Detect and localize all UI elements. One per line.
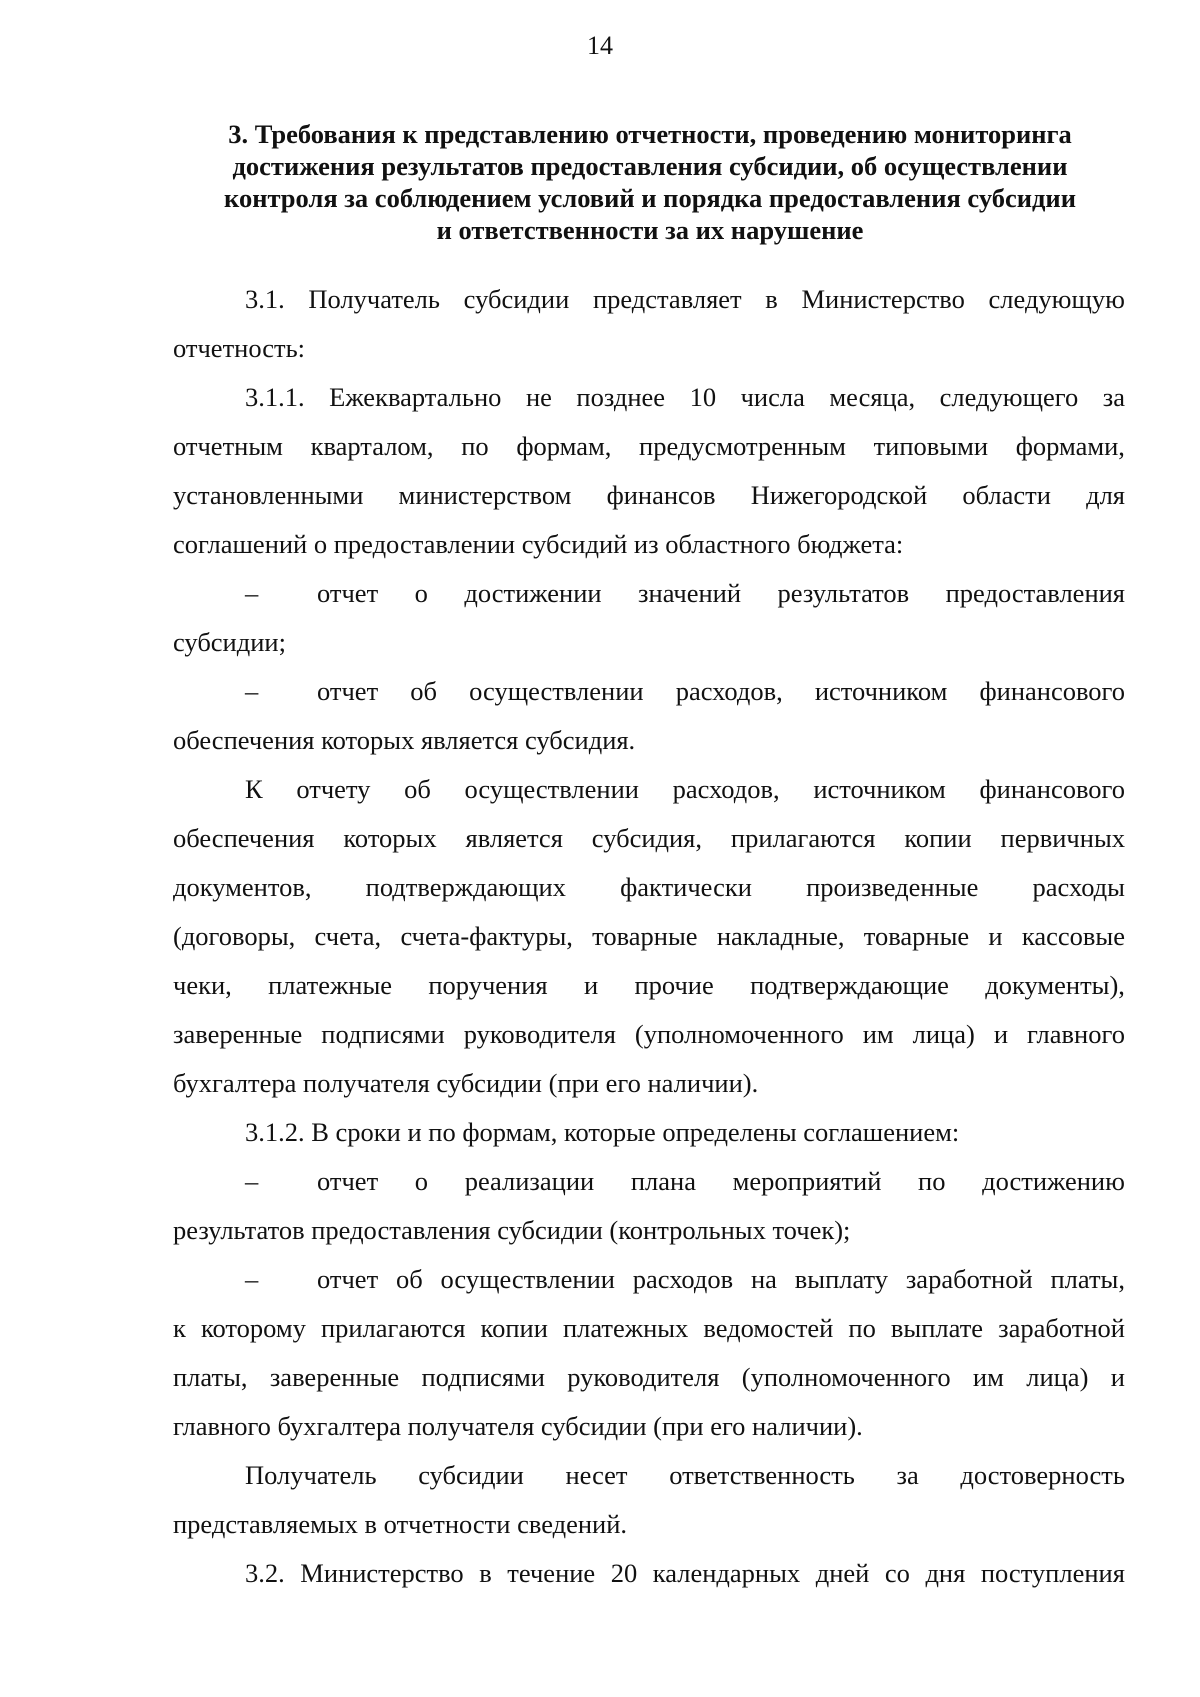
dash-marker: – xyxy=(245,1264,259,1294)
text-line xyxy=(173,961,1125,1010)
text-line: представляемых в отчетности сведений. xyxy=(173,1509,628,1539)
dash-marker: – xyxy=(245,578,259,608)
word: источником xyxy=(814,676,948,706)
word: отчет xyxy=(317,578,379,608)
paragraph-3-1-1 xyxy=(173,373,1125,569)
word: реализации xyxy=(464,1166,595,1196)
word: товарные xyxy=(592,921,698,951)
word: заработной xyxy=(905,1264,1033,1294)
section-heading xyxy=(160,118,1140,246)
word: копии xyxy=(480,1313,548,1343)
text-line xyxy=(173,1255,1125,1304)
word: отчетным xyxy=(173,431,283,461)
word: К xyxy=(245,774,263,804)
text-line xyxy=(173,1549,1125,1598)
text-line: субсидии; xyxy=(173,627,286,657)
word: копии xyxy=(904,823,972,853)
word: по xyxy=(848,1313,876,1343)
word: подтверждающих xyxy=(365,872,566,902)
text-line-words xyxy=(317,1255,1125,1304)
word: которому xyxy=(200,1313,306,1343)
word: в xyxy=(479,1558,492,1588)
word: Ежеквартально xyxy=(329,382,502,412)
text-line xyxy=(173,422,1125,471)
word: установленными xyxy=(173,480,364,510)
word: лица) xyxy=(912,1019,975,1049)
text-line xyxy=(173,275,1125,324)
word: отчет xyxy=(317,1264,379,1294)
page-number: 14 xyxy=(587,31,613,60)
word: является xyxy=(465,823,563,853)
word: платежных xyxy=(562,1313,689,1343)
word: следующую xyxy=(988,284,1125,314)
word: обеспечения xyxy=(173,823,315,853)
word: подписями xyxy=(421,1362,545,1392)
word: следующего xyxy=(939,382,1079,412)
text-line-words xyxy=(317,667,1125,716)
text-line: отчетность: xyxy=(173,333,306,363)
word: мероприятий xyxy=(732,1166,882,1196)
word: 3.2. xyxy=(245,1558,285,1588)
document-body xyxy=(173,275,1125,1598)
text-line xyxy=(173,667,1125,716)
word: об xyxy=(410,676,438,706)
word: календарных xyxy=(652,1558,801,1588)
word: которых xyxy=(343,823,437,853)
word: месяца, xyxy=(829,382,916,412)
word: значений xyxy=(638,578,742,608)
word: за xyxy=(896,1460,919,1490)
heading-line: достижения результатов предоставления субсидии, об осуществлении xyxy=(232,151,1068,181)
paragraph-3-1-2 xyxy=(173,1108,1125,1157)
word: субсидии xyxy=(418,1460,524,1490)
word: финансового xyxy=(979,676,1125,706)
text-line-words xyxy=(317,1157,1125,1206)
word: в xyxy=(765,284,778,314)
word: 20 xyxy=(610,1558,638,1588)
word: отчет xyxy=(317,1166,379,1196)
word: платы, xyxy=(1050,1264,1125,1294)
word: числа xyxy=(740,382,805,412)
word: Министерство xyxy=(801,284,965,314)
text-line: соглашений о предоставлении субсидий из областного бюджета: xyxy=(173,529,904,559)
word: субсидии xyxy=(463,284,570,314)
text-line: 3.1.2. В сроки и по формам, которые определены соглашением: xyxy=(245,1117,960,1147)
word: отчет xyxy=(317,676,379,706)
word: к xyxy=(173,1313,186,1343)
paragraph-3-2 xyxy=(173,1549,1125,1598)
text-line xyxy=(173,373,1125,422)
word: заверенные xyxy=(269,1362,400,1392)
word: позднее xyxy=(576,382,666,412)
text-line: результатов предоставления субсидии (контрольных точек); xyxy=(173,1215,851,1245)
word: 10 xyxy=(689,382,717,412)
paragraph-3-1 xyxy=(173,275,1125,373)
word: ведомостей xyxy=(703,1313,834,1343)
word: на xyxy=(750,1264,777,1294)
word: счета-фактуры, xyxy=(400,921,573,951)
word: и xyxy=(988,921,1003,951)
word: и xyxy=(993,1019,1009,1049)
text-line: обеспечения которых является субсидия. xyxy=(173,725,636,755)
word: министерством xyxy=(398,480,572,510)
word: осуществлении xyxy=(464,774,639,804)
heading-line: контроля за соблюдением условий и порядка предоставления субсидии xyxy=(224,183,1076,213)
word: счета, xyxy=(314,921,382,951)
word: о xyxy=(414,578,428,608)
word: Получатель xyxy=(245,1460,377,1490)
word: об xyxy=(395,1264,423,1294)
word: чеки, xyxy=(173,970,232,1000)
word: накладные, xyxy=(716,921,845,951)
word: по xyxy=(918,1166,946,1196)
word: расходов xyxy=(632,1264,734,1294)
word: для xyxy=(1086,480,1125,510)
word: о xyxy=(414,1166,429,1196)
text-line xyxy=(173,1157,1125,1206)
word: им xyxy=(862,1019,894,1049)
word: подписями xyxy=(321,1019,445,1049)
word: предоставления xyxy=(945,578,1125,608)
word: расходов, xyxy=(675,676,783,706)
word: выплату xyxy=(794,1264,889,1294)
word: заверенные xyxy=(173,1019,303,1049)
word: выплате xyxy=(890,1313,984,1343)
word: по xyxy=(461,431,489,461)
list-item-dash xyxy=(173,569,1125,667)
word: поручения xyxy=(428,970,548,1000)
word: ответственность xyxy=(669,1460,855,1490)
word: поступления xyxy=(980,1558,1125,1588)
word: и xyxy=(583,970,599,1000)
word: дня xyxy=(925,1558,966,1588)
word: субсидия, xyxy=(591,823,702,853)
word: лица) xyxy=(1026,1362,1089,1392)
text-line xyxy=(173,912,1125,961)
word: Нижегородской xyxy=(750,480,928,510)
word: Получатель xyxy=(308,284,440,314)
paragraph-responsibility xyxy=(173,1451,1125,1549)
text-line xyxy=(173,863,1125,912)
list-item-dash xyxy=(173,1255,1125,1451)
word: прилагаются xyxy=(320,1313,466,1343)
word: (уполномоченного xyxy=(634,1019,844,1049)
word: 3.1.1. xyxy=(245,382,305,412)
word: типовыми xyxy=(873,431,989,461)
word: расходы xyxy=(1032,872,1125,902)
word: осуществлении xyxy=(469,676,644,706)
word: платы, xyxy=(173,1362,248,1392)
word: представляет xyxy=(592,284,742,314)
word: и xyxy=(1110,1362,1125,1392)
heading-line: 3. Требования к представлению отчетности, проведению мониторинга xyxy=(228,119,1072,149)
dash-marker: – xyxy=(245,1166,259,1196)
word: со xyxy=(884,1558,910,1588)
word: за xyxy=(1102,382,1125,412)
word: им xyxy=(972,1362,1004,1392)
word: области xyxy=(962,480,1051,510)
word: достоверность xyxy=(960,1460,1125,1490)
word: плана xyxy=(630,1166,696,1196)
text-line xyxy=(173,1451,1125,1500)
list-item-dash xyxy=(173,1157,1125,1255)
list-item-dash xyxy=(173,667,1125,765)
word: первичных xyxy=(1000,823,1125,853)
word: осуществлении xyxy=(440,1264,615,1294)
word: платежные xyxy=(268,970,393,1000)
word: кварталом, xyxy=(310,431,434,461)
word: фактически xyxy=(620,872,752,902)
word: главного xyxy=(1027,1019,1125,1049)
word: произведенные xyxy=(806,872,979,902)
word: отчету xyxy=(296,774,371,804)
word: документы), xyxy=(985,970,1125,1000)
word: финансового xyxy=(979,774,1125,804)
text-line xyxy=(173,1010,1125,1059)
word: не xyxy=(525,382,552,412)
word: Министерство xyxy=(300,1558,464,1588)
dash-marker: – xyxy=(245,676,259,706)
text-line: бухгалтера получателя субсидии (при его наличии). xyxy=(173,1068,759,1098)
word: формами, xyxy=(1015,431,1125,461)
heading-line: и ответственности за их нарушение xyxy=(436,215,864,245)
text-line: главного бухгалтера получателя субсидии (при его наличии). xyxy=(173,1411,863,1441)
word: (уполномоченного xyxy=(741,1362,951,1392)
word: несет xyxy=(565,1460,628,1490)
word: предусмотренным xyxy=(639,431,846,461)
paragraph-attachments xyxy=(173,765,1125,1108)
word: (договоры, xyxy=(173,921,296,951)
word: заработной xyxy=(998,1313,1125,1343)
text-line-words xyxy=(317,569,1125,618)
word: расходов, xyxy=(672,774,780,804)
word: руководителя xyxy=(567,1362,720,1392)
word: достижении xyxy=(464,578,602,608)
text-line xyxy=(173,569,1125,618)
word: достижению xyxy=(982,1166,1125,1196)
word: прилагаются xyxy=(730,823,876,853)
word: прочие xyxy=(634,970,714,1000)
word: результатов xyxy=(777,578,910,608)
text-line xyxy=(173,1353,1125,1402)
word: формам, xyxy=(516,431,612,461)
text-line xyxy=(173,765,1125,814)
word: источником xyxy=(813,774,946,804)
word: течение xyxy=(507,1558,596,1588)
word: 3.1. xyxy=(245,284,285,314)
text-line xyxy=(173,814,1125,863)
word: документов, xyxy=(173,872,312,902)
word: кассовые xyxy=(1021,921,1125,951)
word: финансов xyxy=(606,480,716,510)
word: дней xyxy=(815,1558,870,1588)
word: об xyxy=(404,774,431,804)
text-line xyxy=(173,1304,1125,1353)
word: подтверждающие xyxy=(750,970,949,1000)
word: руководителя xyxy=(463,1019,616,1049)
text-line xyxy=(173,471,1125,520)
word: товарные xyxy=(863,921,970,951)
